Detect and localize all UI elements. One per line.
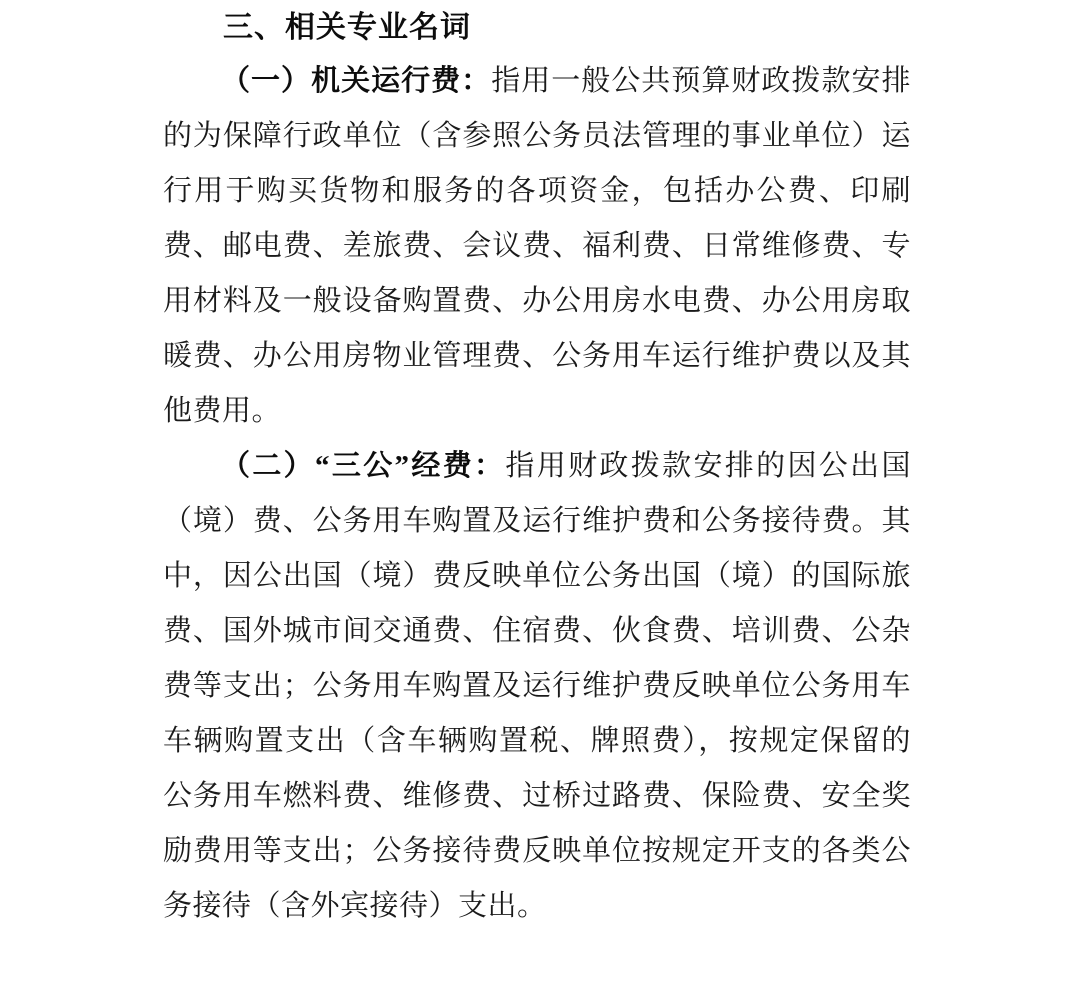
term-label-agency-operating-expense: （一）机关运行费： — [221, 65, 492, 97]
section-heading: 三、相关专业名词 — [223, 11, 471, 44]
term-definition-three-public-funds: 指用财政拨款安排的因公出国（境）费、公务用车购置及运行维护费和公务接待费。其中，因公出国（境）费反映单位公务出国（境）的国际旅费、国外城市间交通费、住宿费、伙食费、培训费、公杂费等支出；公务用车购置及运行维护费反映单位公务用车车辆购置支出（含车辆购置税、牌照费），按规定保留的公务用车燃料费、维修费、过桥过路费、保险费、安全奖励费用等支出；公务接待费反映单位按规定开支的各类公务接待（含外宾接待）支出。 — [163, 450, 911, 922]
paragraph-term-definition-2 — [163, 439, 911, 934]
term-label-three-public-funds: （二）“三公”经费： — [221, 450, 506, 482]
paragraph-term-definition-1 — [163, 54, 911, 439]
term-definition-agency-operating-expense: 指用一般公共预算财政拨款安排的为保障行政单位（含参照公务员法管理的事业单位）运行用于购买货物和服务的各项资金，包括办公费、印刷费、邮电费、差旅费、会议费、福利费、日常维修费、专用材料及一般设备购置费、办公用房水电费、办公用房取暖费、办公用房物业管理费、公务用车运行维护费以及其他费用。 — [163, 65, 911, 427]
document-content — [163, 2, 911, 934]
